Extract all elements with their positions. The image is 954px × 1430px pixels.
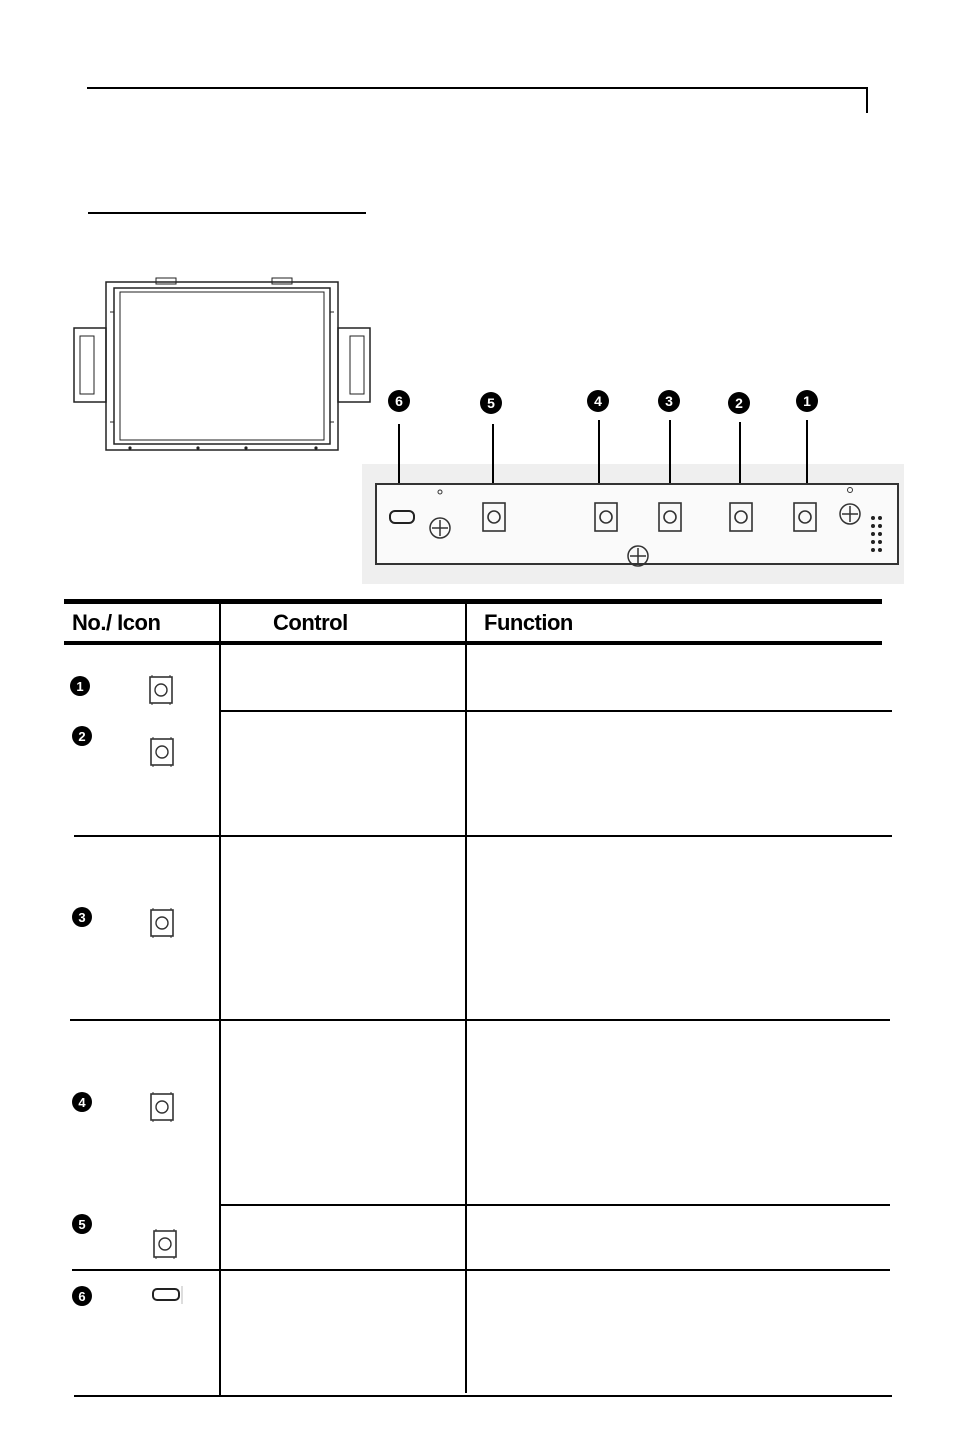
section-heading-underline bbox=[88, 212, 366, 214]
row-number-badge: 3 bbox=[72, 907, 92, 927]
table-top-rule bbox=[64, 599, 882, 604]
square-button-icon bbox=[149, 1091, 175, 1123]
power-switch-icon bbox=[150, 1284, 184, 1306]
header-rule-tick bbox=[866, 87, 868, 113]
square-button-icon bbox=[149, 907, 175, 939]
callout-4: 4 bbox=[587, 390, 609, 412]
table-bottom-rule bbox=[74, 1395, 892, 1397]
table-row bbox=[70, 676, 90, 696]
control-panel-illustration bbox=[362, 416, 904, 586]
monitor-front-illustration bbox=[70, 272, 380, 462]
table-row bbox=[72, 1286, 92, 1306]
header-function: Function bbox=[484, 610, 573, 635]
column-divider-1 bbox=[219, 599, 221, 1397]
column-divider-2 bbox=[465, 599, 467, 1393]
row-number-badge: 1 bbox=[70, 676, 90, 696]
callout-2: 2 bbox=[728, 392, 750, 414]
callout-3: 3 bbox=[658, 390, 680, 412]
row-number-badge: 2 bbox=[72, 726, 92, 746]
table-row bbox=[72, 1214, 92, 1234]
row-divider bbox=[74, 835, 892, 837]
callout-1: 1 bbox=[796, 390, 818, 412]
header-no-icon: No./ Icon bbox=[72, 610, 161, 635]
row-divider bbox=[72, 1269, 890, 1271]
row-divider bbox=[70, 1019, 890, 1021]
table-row bbox=[72, 726, 92, 746]
row-number-badge: 5 bbox=[72, 1214, 92, 1234]
square-button-icon bbox=[152, 1228, 178, 1260]
header-rule bbox=[87, 87, 867, 89]
table-row bbox=[72, 1092, 92, 1112]
row-number-badge: 6 bbox=[72, 1286, 92, 1306]
callout-5: 5 bbox=[480, 392, 502, 414]
header-control: Control bbox=[273, 610, 348, 635]
square-button-icon bbox=[149, 736, 175, 768]
callout-6: 6 bbox=[388, 390, 410, 412]
table-row bbox=[72, 907, 92, 927]
row-divider bbox=[220, 1204, 890, 1206]
square-button-icon bbox=[148, 674, 174, 706]
row-number-badge: 4 bbox=[72, 1092, 92, 1112]
table-header-rule bbox=[64, 641, 882, 645]
row-divider bbox=[220, 710, 892, 712]
